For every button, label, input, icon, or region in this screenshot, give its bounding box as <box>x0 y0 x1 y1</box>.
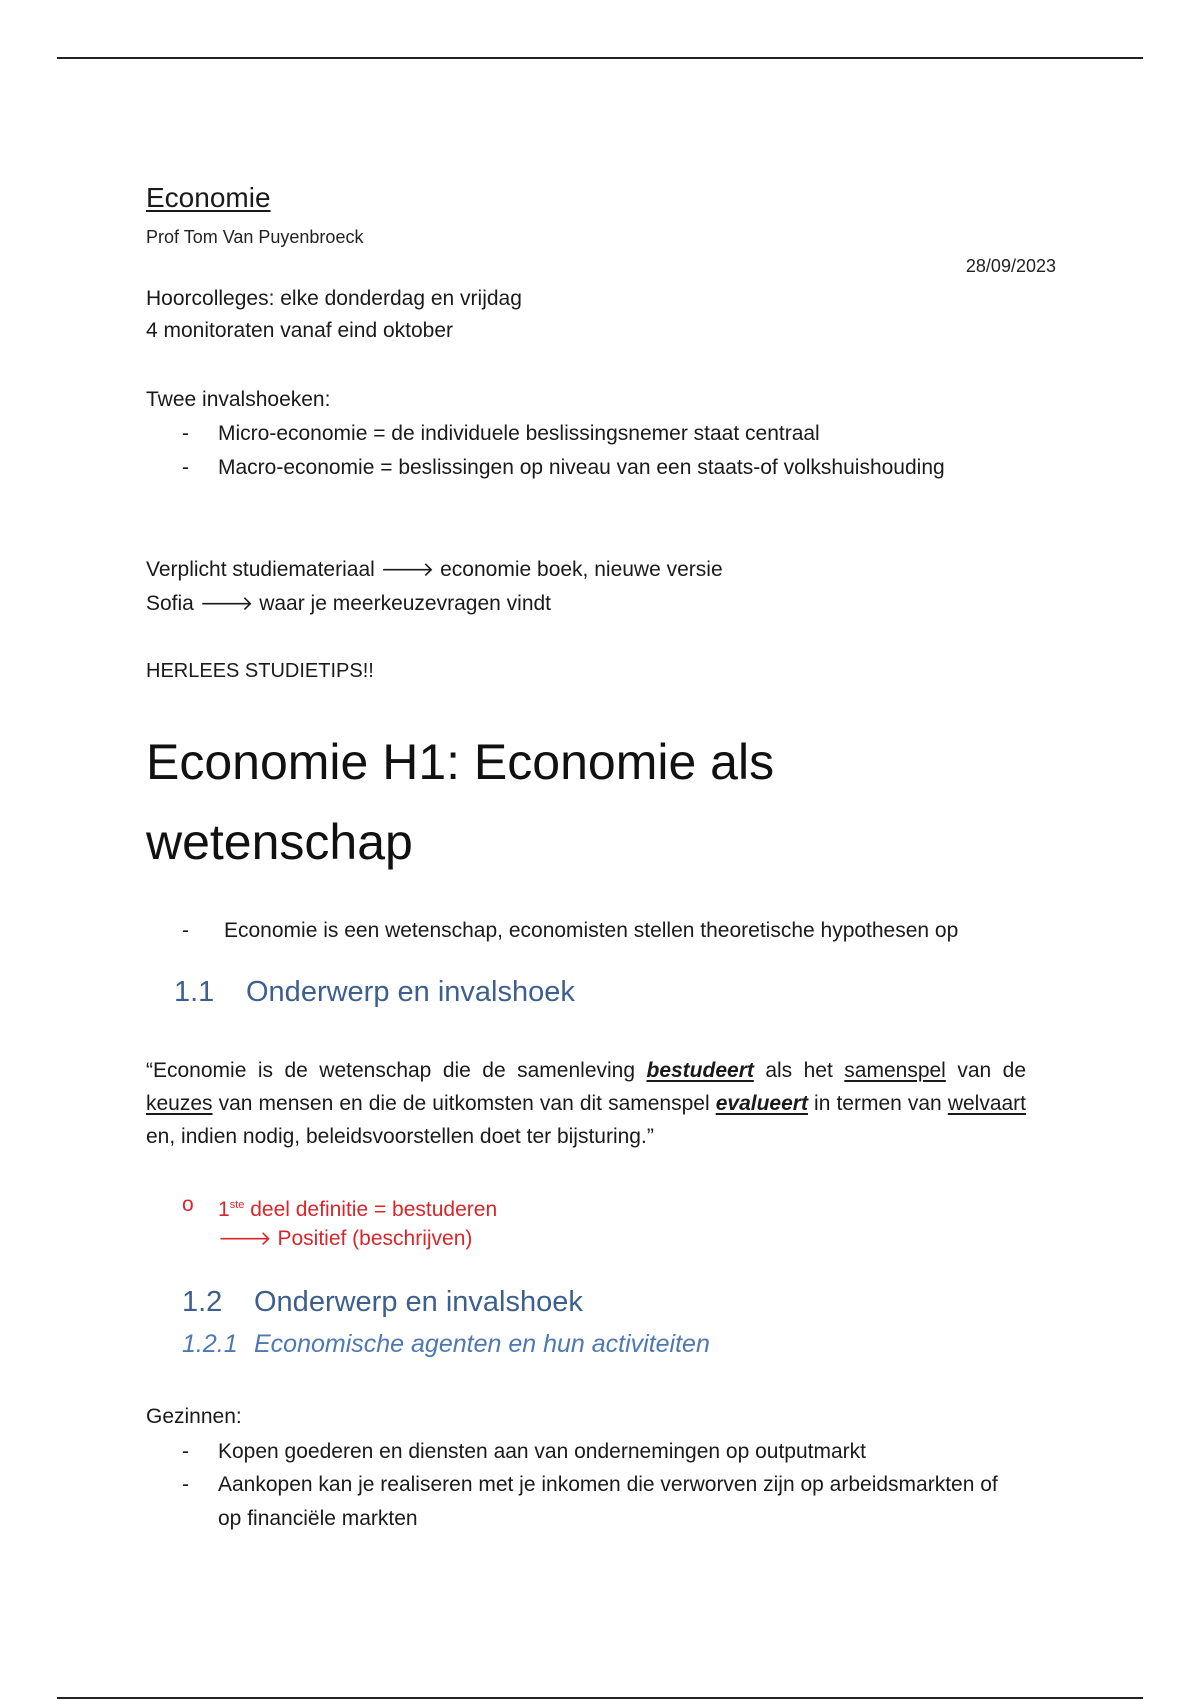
document-title: Economie <box>146 182 271 213</box>
list-item-text: Micro-economie = de individuele beslissingsnemer staat centraal <box>218 422 820 445</box>
emphasis-evalueert: evalueert <box>715 1092 808 1115</box>
right-arrow-icon: 🡒 <box>380 559 435 581</box>
section-title: Onderwerp en invalshoek <box>246 976 575 1008</box>
definition-quote: “Economie is de wetenschap die de samenleving bestudeert als het samenspel van de keuzes van mensen en die de uitkomsten van dit samenspel evalueert in termen van welvaart en, indien nodig, beleidsvoorstellen doet ter bijsturing.” <box>146 1059 1027 1148</box>
page-top-rule <box>57 57 1143 59</box>
section-title: Onderwerp en invalshoek <box>254 1286 583 1318</box>
dash-bullet: - <box>182 1440 189 1463</box>
dash-bullet: - <box>182 456 189 479</box>
list-item-text: Economie is een wetenschap, economisten stellen theoretische hypothesen op <box>224 919 959 942</box>
dash-bullet: - <box>182 1473 189 1496</box>
definition-text: 1ste deel definitie = bestuderen <box>218 1198 498 1221</box>
definition-subtext: 🡒 Positief (beschrijven) <box>218 1227 473 1250</box>
emphasis-keuzes: keuzes <box>146 1092 213 1115</box>
dash-bullet: - <box>182 919 189 942</box>
lecture-date: 28/09/2023 <box>965 256 1056 276</box>
section-heading-1-1 <box>174 976 575 1009</box>
intro-monitoraten: 4 monitoraten vanaf eind oktober <box>146 319 454 342</box>
chapter-title: Economie H1: Economie als wetenschap <box>146 734 775 870</box>
professor-name: Prof Tom Van Puyenbroeck <box>146 227 364 247</box>
section-number: 1.2.1 <box>182 1330 238 1358</box>
dash-bullet: - <box>182 422 189 445</box>
list-item-text: Macro-economie = beslissingen op niveau van een staats-of volkshuishouding <box>218 456 945 479</box>
section-heading-1-2-1 <box>182 1330 710 1359</box>
section-title: Economische agenten en hun activiteiten <box>254 1330 710 1358</box>
intro-hoorcolleges: Hoorcolleges: elke donderdag en vrijdag <box>146 287 522 310</box>
invalshoeken-label: Twee invalshoeken: <box>146 388 331 411</box>
gezinnen-label: Gezinnen: <box>146 1405 242 1428</box>
right-arrow-icon: 🡒 <box>218 1228 272 1250</box>
list-item-text: Kopen goederen en diensten aan van ondernemingen op outputmarkt <box>218 1440 866 1463</box>
emphasis-samenspel: samenspel <box>844 1059 946 1082</box>
studietips-note: HERLEES STUDIETIPS!! <box>146 660 374 682</box>
page-bottom-rule <box>57 1697 1143 1699</box>
section-heading-1-2 <box>182 1286 583 1319</box>
right-arrow-icon: 🡒 <box>199 593 254 615</box>
circle-bullet: o <box>182 1193 194 1216</box>
section-number: 1.2 <box>182 1286 223 1318</box>
sofia-value: waar je meerkeuzevragen vindt <box>259 592 552 615</box>
sofia-line <box>146 588 551 620</box>
list-item-text: op financiële markten <box>218 1507 418 1530</box>
section-number: 1.1 <box>174 976 215 1008</box>
studiemateriaal-value: economie boek, nieuwe versie <box>440 558 723 581</box>
emphasis-welvaart: welvaart <box>947 1092 1027 1115</box>
list-item-text: Aankopen kan je realiseren met je inkomen die verworven zijn op arbeidsmarkten of <box>218 1473 998 1496</box>
sofia-label: Sofia <box>146 592 194 615</box>
studiemateriaal-line <box>146 554 723 586</box>
studiemateriaal-label: Verplicht studiemateriaal <box>146 558 375 581</box>
emphasis-bestudeert: bestudeert <box>646 1059 754 1082</box>
